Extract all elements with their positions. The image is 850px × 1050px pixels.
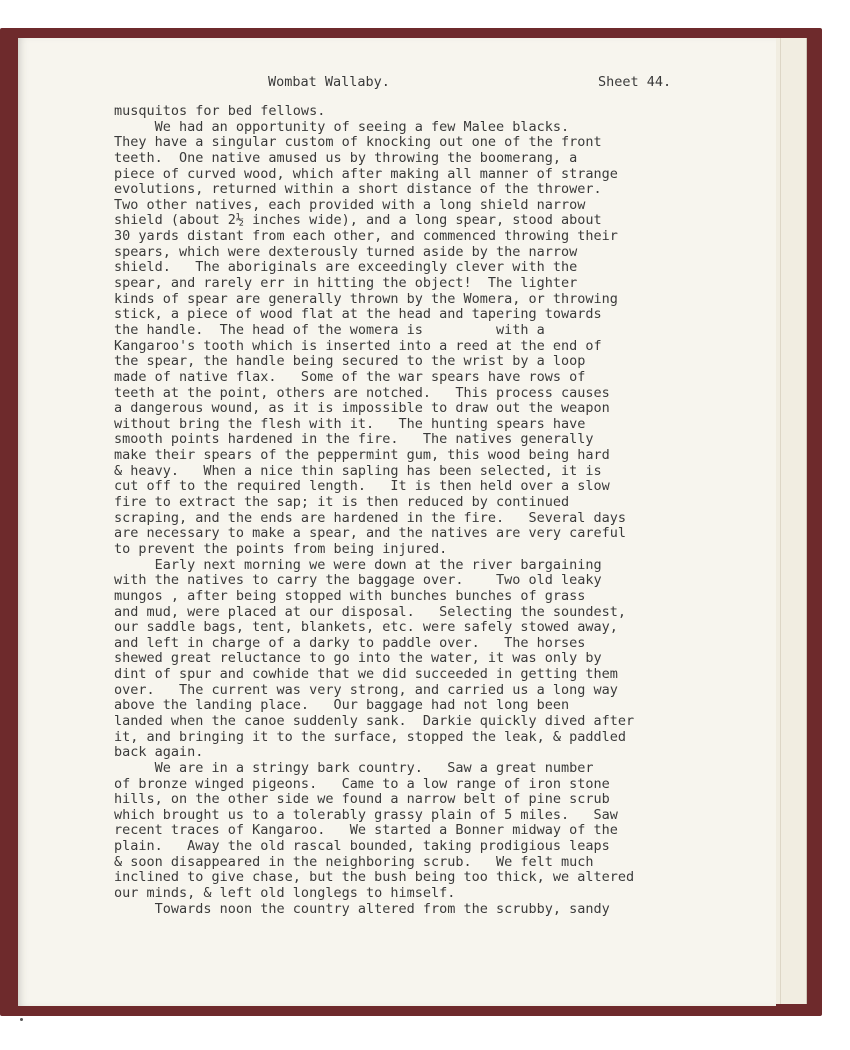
text-line: Two other natives, each provided with a long shield narrow	[114, 196, 586, 213]
text-line: made of native flax. Some of the war spears have rows of	[114, 368, 586, 385]
text-line: shewed great reluctance to go into the water, it was only by	[114, 650, 602, 667]
text-line: piece of curved wood, which after making all manner of strange	[114, 165, 618, 182]
text-line: teeth at the point, others are notched. This process causes	[114, 384, 610, 401]
text-line: fire to extract the sap; it is then reduced by continued	[114, 494, 570, 511]
text-line: kinds of spear are generally thrown by the Womera, or throwing	[114, 290, 618, 307]
text-line: smooth points hardened in the fire. The natives generally	[114, 431, 594, 448]
text-line: plain. Away the old rascal bounded, taking prodigious leaps	[114, 838, 610, 855]
text-line: above the landing place. Our baggage had not long been	[114, 697, 570, 714]
text-line: Kangaroo's tooth which is inserted into a reed at the end of	[114, 337, 602, 354]
text-line: the spear, the handle being secured to the wrist by a loop	[114, 353, 586, 370]
page-text	[114, 38, 672, 917]
text-line: teeth. One native amused us by throwing the boomerang, a	[114, 149, 578, 166]
text-line: 30 yards distant from each other, and commenced throwing their	[114, 228, 618, 245]
text-line: to prevent the points from being injured.	[114, 540, 448, 557]
text-line: spear, and rarely err in hitting the object! The lighter	[114, 275, 578, 292]
text-line: are necessary to make a spear, and the natives are very careful	[114, 525, 627, 542]
text-line: shield. The aboriginals are exceedingly clever with the	[114, 259, 578, 276]
book-page	[18, 38, 776, 1006]
text-line: We had an opportunity of seeing a few Malee blacks.	[114, 118, 570, 135]
text-line: of bronze winged pigeons. Came to a low range of iron stone	[114, 775, 610, 792]
text-line: and mud, were placed at our disposal. Selecting the soundest,	[114, 603, 627, 620]
page-header	[114, 74, 794, 94]
text-line: & heavy. When a nice thin sapling has been selected, it is	[114, 462, 602, 479]
text-line: inclined to give chase, but the bush being too thick, we altered	[114, 869, 635, 886]
text-line: They have a singular custom of knocking out one of the front	[114, 134, 602, 151]
text-line: landed when the canoe suddenly sank. Darkie quickly dived after	[114, 712, 635, 729]
text-line: evolutions, returned within a short distance of the thrower.	[114, 181, 602, 198]
text-line: and left in charge of a darky to paddle over. The horses	[114, 634, 586, 651]
text-line: mungos , after being stopped with bunches bunches of grass	[114, 587, 586, 604]
text-line: without bring the flesh with it. The hunting spears have	[114, 415, 586, 432]
text-line: the handle. The head of the womera is with a	[114, 321, 545, 338]
header-title: Wombat Wallaby.	[268, 74, 390, 90]
text-line: scraping, and the ends are hardened in the fire. Several days	[114, 509, 627, 526]
sheet-number: Sheet 44.	[598, 74, 672, 90]
text-line: & soon disappeared in the neighboring scrub. We felt much	[114, 853, 594, 870]
text-line: hills, on the other side we found a narrow belt of pine scrub	[114, 791, 610, 808]
text-line: cut off to the required length. It is then held over a slow	[114, 478, 610, 495]
text-line: spears, which were dexterously turned aside by the narrow	[114, 243, 578, 260]
text-line: over. The current was very strong, and carried us a long way	[114, 681, 618, 698]
text-line: stick, a piece of wood flat at the head and tapering towards	[114, 306, 602, 323]
text-line: shield (about 2½ inches wide), and a long spear, stood about	[114, 212, 602, 229]
text-line: back again.	[114, 744, 204, 761]
text-line: dint of spur and cowhide that we did succeeded in getting them	[114, 666, 618, 683]
text-line: make their spears of the peppermint gum, this wood being hard	[114, 447, 610, 464]
text-line: Towards noon the country altered from the scrubby, sandy	[114, 900, 610, 917]
text-line: Early next morning we were down at the river bargaining	[114, 556, 602, 573]
text-line: We are in a stringy bark country. Saw a great number	[114, 759, 594, 776]
text-line: with the natives to carry the baggage over. Two old leaky	[114, 572, 602, 589]
text-line: recent traces of Kangaroo. We started a Bonner midway of the	[114, 822, 618, 839]
text-line: musquitos for bed fellows.	[114, 103, 326, 119]
text-line: our saddle bags, tent, blankets, etc. were safely stowed away,	[114, 619, 618, 636]
stray-mark	[20, 1018, 23, 1021]
text-line: it, and bringing it to the surface, stopped the leak, & paddled	[114, 728, 627, 745]
text-line: our minds, & left old longlegs to himself.	[114, 885, 456, 902]
text-line: which brought us to a tolerably grassy plain of 5 miles. Saw	[114, 806, 618, 823]
typed-body-text	[114, 104, 634, 917]
text-line: a dangerous wound, as it is impossible to draw out the weapon	[114, 400, 610, 417]
